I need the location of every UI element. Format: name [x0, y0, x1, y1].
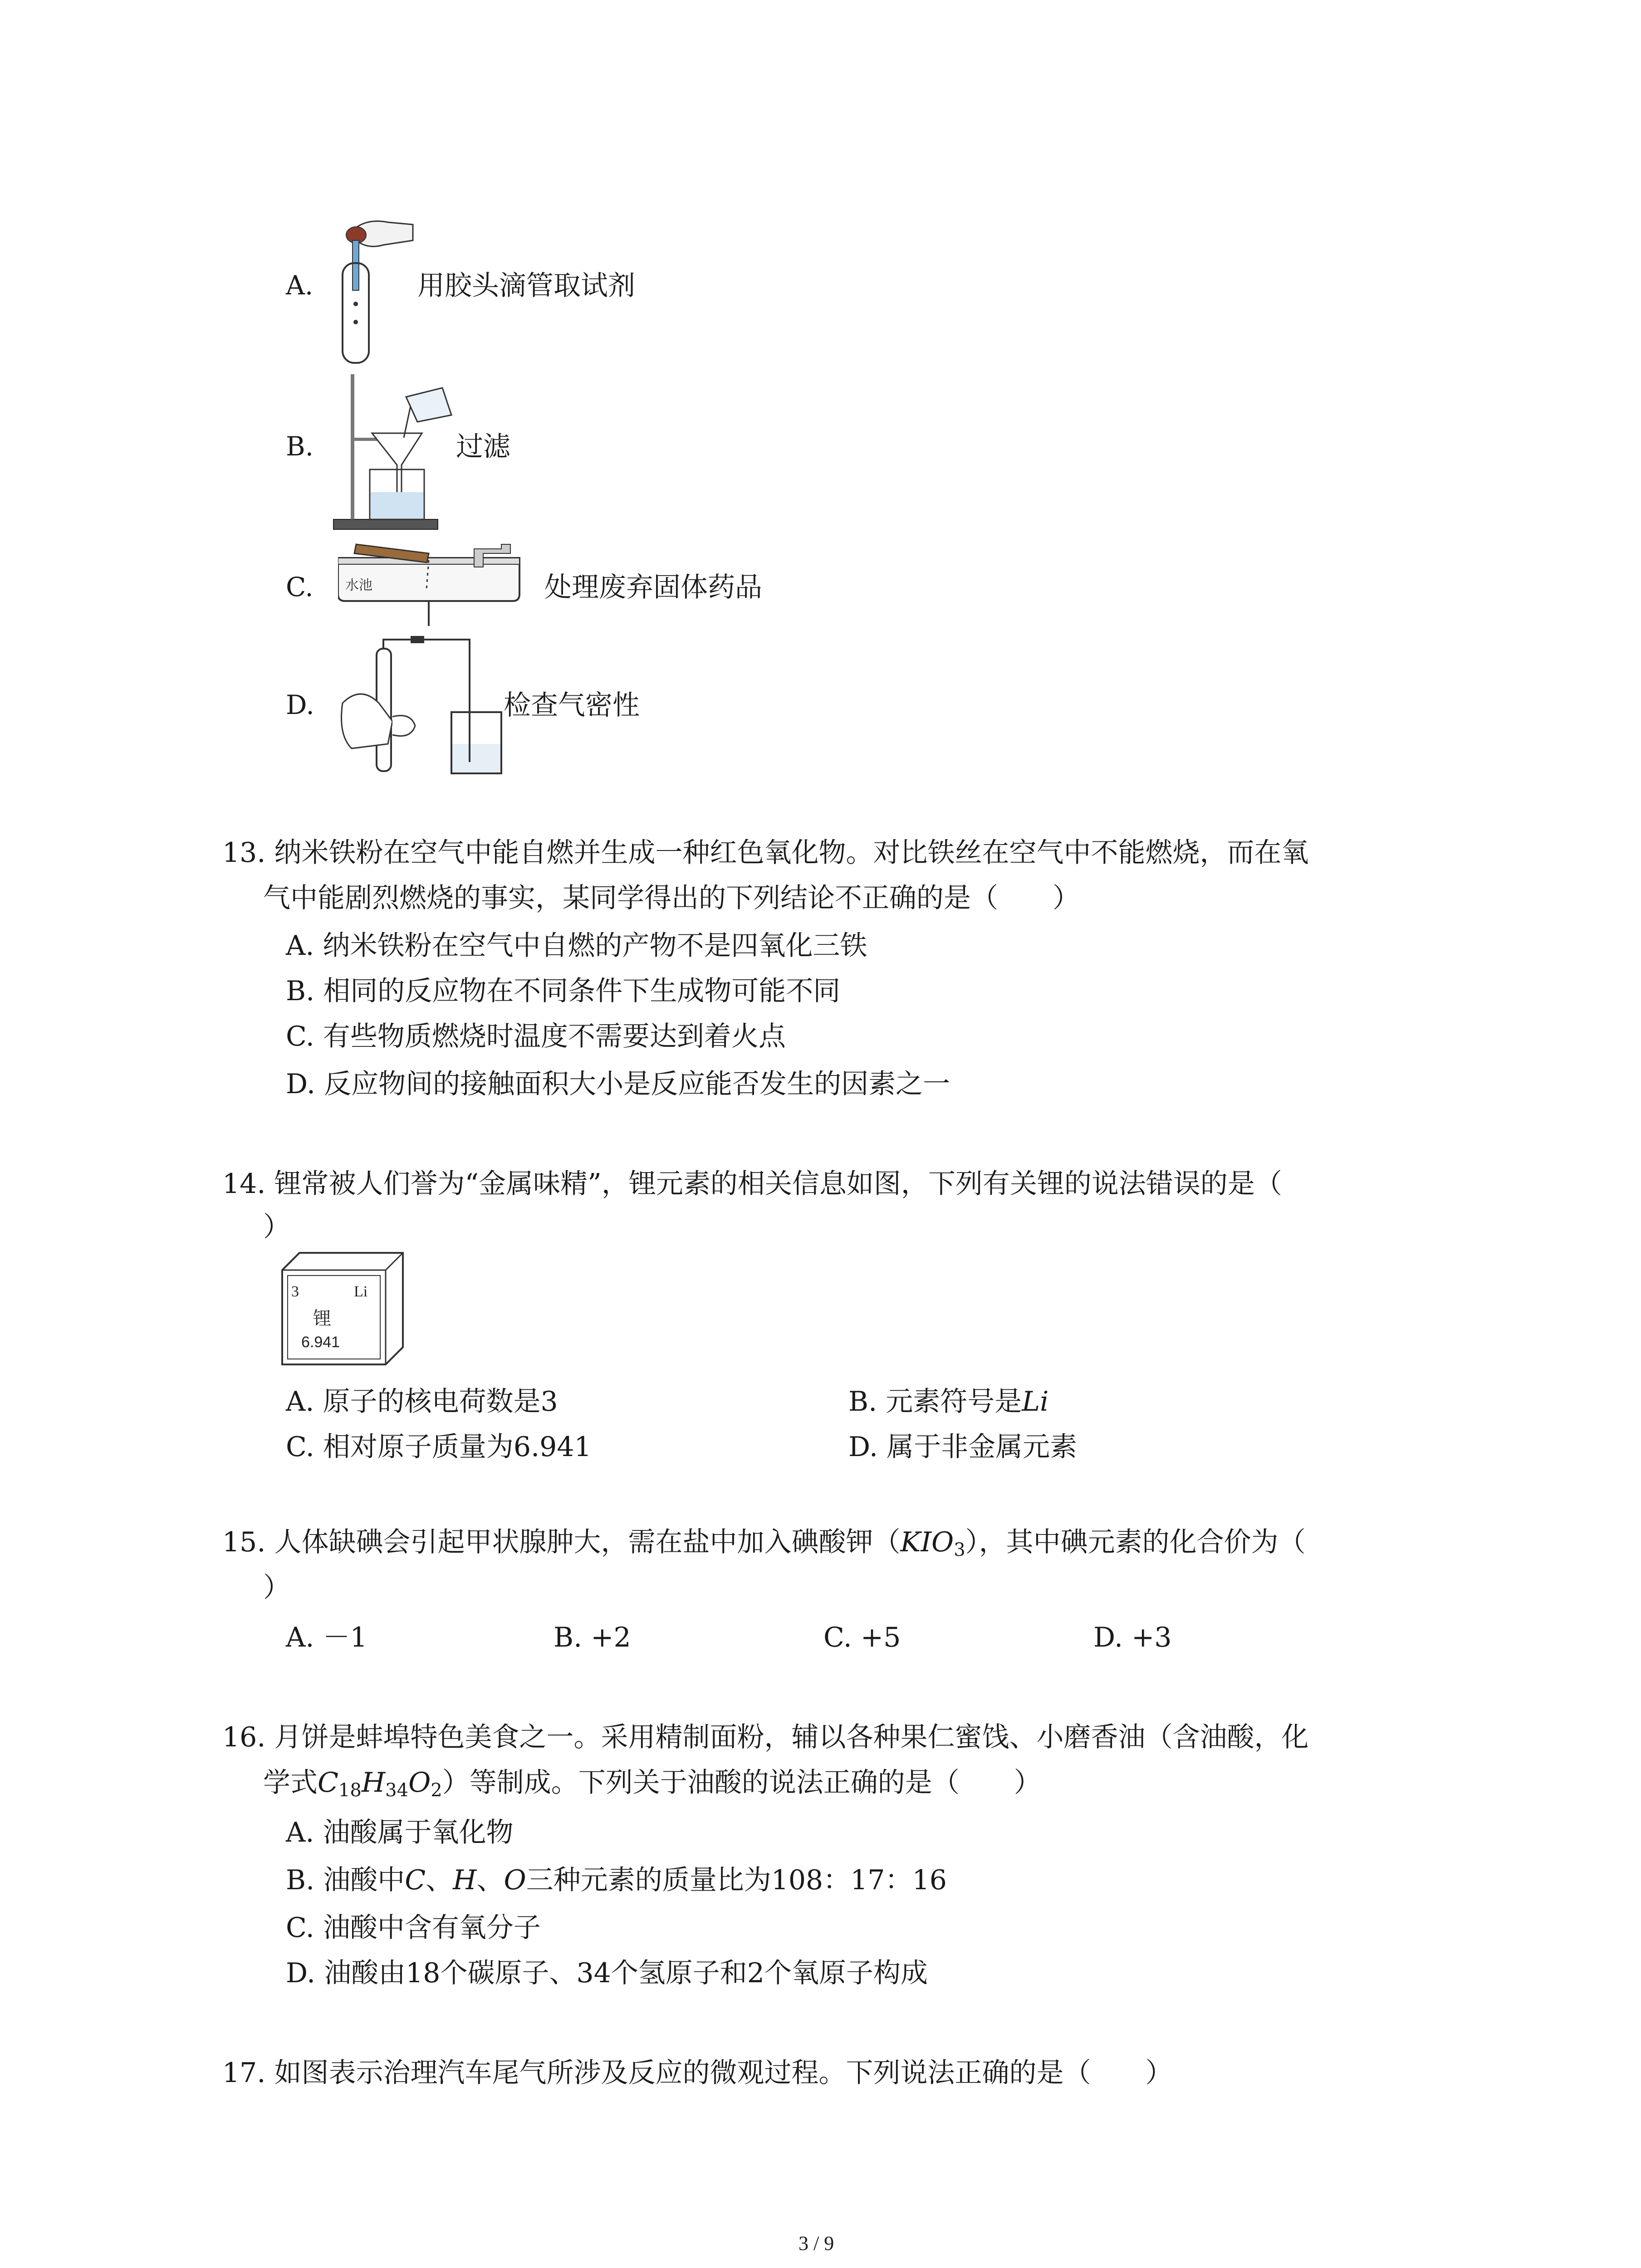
option-c-letter: C.	[286, 572, 314, 602]
q15-option-a: A. －1	[286, 1622, 367, 1653]
option-a-caption: 用胶头滴管取试剂	[417, 270, 635, 302]
page-number: 3 / 9	[798, 2232, 834, 2254]
q15-stem-line1: 15. 人体缺碘会引起甲状腺肿大，需在盐中加入碘酸钾$(KIO_3)$，其中碘元素的化合价为（	[222, 1526, 1306, 1560]
q13-option-c: C. 有些物质燃烧时温度不需要达到着火点	[286, 1021, 786, 1052]
dropper-icon	[324, 213, 415, 367]
option-b-caption: 过滤	[456, 431, 510, 463]
option-c-caption: 处理废弃固体药品	[544, 572, 762, 603]
q14-option-c: C. 相对原子质量为6.941	[286, 1431, 592, 1463]
q16-stem-line2: 学式$C_{18}H_{34}O_2$）等制成。下列关于油酸的说法正确的是（ ）	[263, 1767, 1041, 1801]
sink-label: 水池	[345, 577, 372, 593]
q15-option-c: C. +5	[823, 1622, 901, 1653]
q16-option-b: B. 油酸中C、H、O三种元素的质量比为108：17：16	[286, 1864, 947, 1896]
sink-disposal-icon	[338, 540, 529, 631]
q13-option-a: A. 纳米铁粉在空气中自燃的产物不是四氧化三铁	[286, 930, 867, 962]
q14-option-a: A. 原子的核电荷数是3	[286, 1386, 558, 1418]
q13-option-d: D. 反应物间的接触面积大小是反应能否发生的因素之一	[286, 1068, 950, 1100]
element-symbol: Li	[354, 1283, 368, 1300]
q16-stem-line1: 16. 月饼是蚌埠特色美食之一。采用精制面粉，辅以各种果仁蜜饯、小磨香油（含油酸，化	[222, 1721, 1309, 1753]
airtightness-check-icon	[333, 631, 524, 780]
q15-option-b: B. +2	[554, 1622, 631, 1653]
q15-stem-line2: ）	[263, 1572, 290, 1603]
q13-stem-line1: 13. 纳米铁粉在空气中能自燃并生成一种红色氧化物。对比铁丝在空气中不能燃烧，而在氧	[222, 837, 1309, 869]
option-a-letter: A.	[286, 270, 314, 301]
option-d-letter: D.	[286, 689, 314, 720]
q16-option-c: C. 油酸中含有氧分子	[286, 1912, 541, 1944]
element-card	[281, 1252, 404, 1365]
element-mass: 6.941	[301, 1334, 340, 1351]
q14-option-d: D. 属于非金属元素	[848, 1431, 1078, 1463]
q13-option-b: B. 相同的反应物在不同条件下生成物可能不同	[286, 975, 841, 1007]
q14-option-b: B. 元素符号是Li	[848, 1386, 1049, 1418]
q16-option-d: D. 油酸由18个碳原子、34个氢原子和2个氧原子构成	[286, 1957, 928, 1989]
q16-option-a: A. 油酸属于氧化物	[286, 1817, 514, 1848]
q14-stem-line1: 14. 锂常被人们誉为“金属味精”，锂元素的相关信息如图，下列有关锂的说法错误的是（	[222, 1168, 1282, 1200]
filtration-apparatus-icon	[329, 370, 460, 533]
element-name: 锂	[313, 1308, 331, 1329]
q14-stem-line2: ）	[263, 1211, 290, 1243]
q17-stem-line1: 17. 如图表示治理汽车尾气所涉及反应的微观过程。下列说法正确的是（ ）	[222, 2057, 1173, 2089]
q13-stem-line2: 气中能剧烈燃烧的事实，某同学得出的下列结论不正确的是（ ）	[263, 882, 1080, 914]
q15-option-d: D. +3	[1093, 1622, 1172, 1653]
li-symbol: Li	[1022, 1386, 1049, 1418]
option-d-caption: 检查气密性	[504, 689, 640, 721]
element-number: 3	[291, 1283, 299, 1300]
option-b-letter: B.	[286, 431, 314, 462]
